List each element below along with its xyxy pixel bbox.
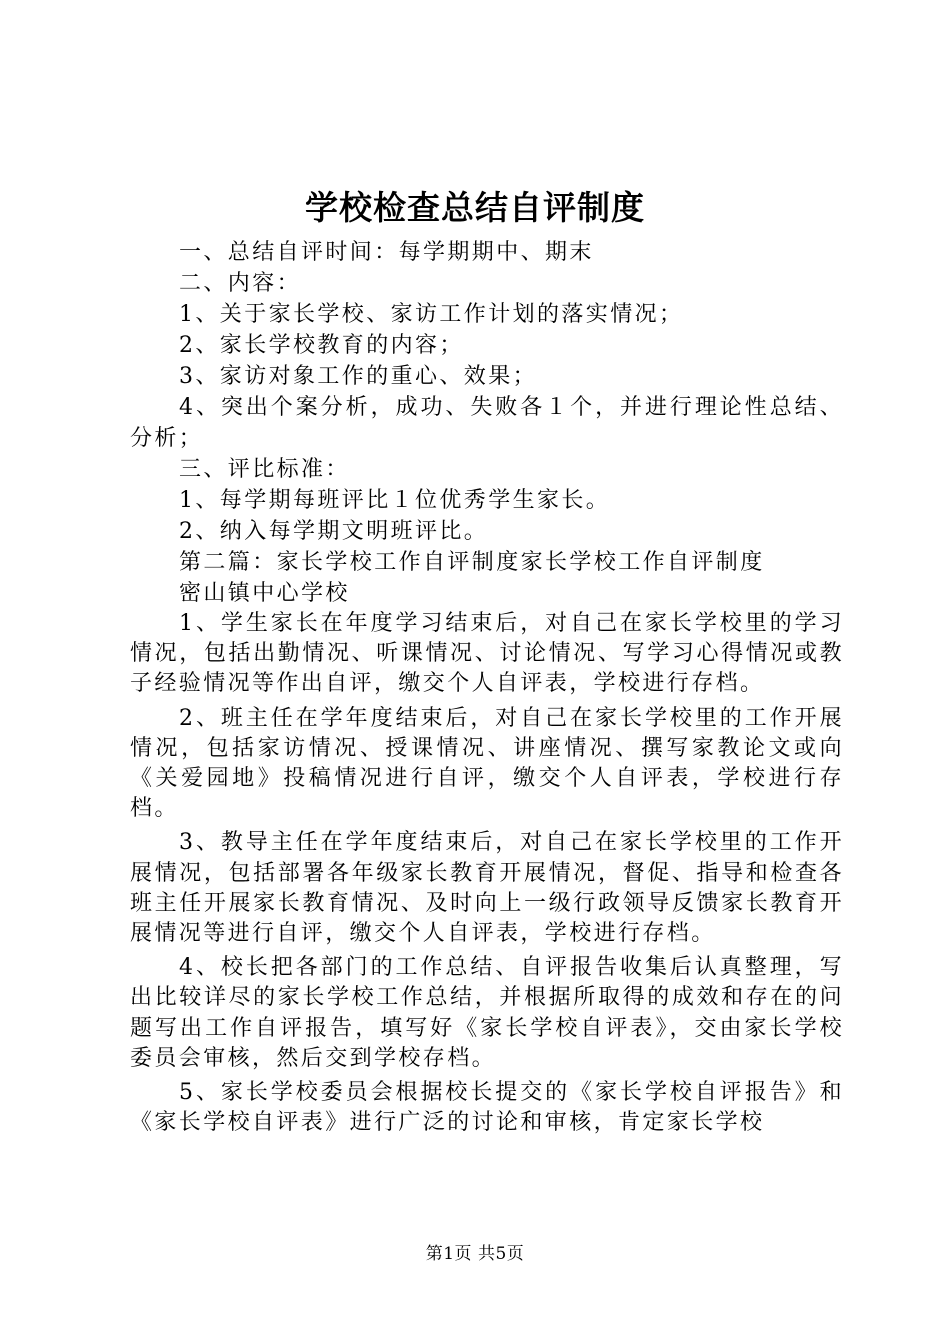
paragraph-rule-2: 2、班主任在学年度结束后，对自己在家长学校里的工作开展情况，包括家访情况、授课情况、讲座情况、撰写家教论文或向《关爱园地》投稿情况进行自评，缴交个人自评表，学校进行存档。	[130, 705, 844, 822]
document-title: 学校检查总结自评制度	[305, 188, 645, 227]
paragraph-criteria-heading: 三、评比标准：	[179, 457, 350, 482]
paragraph-content-heading: 二、内容：	[179, 271, 302, 296]
paragraph-criteria-item-1: 1、每学期每班评比１位优秀学生家长。	[179, 488, 611, 513]
paragraph-rule-5: 5、家长学校委员会根据校长提交的《家长学校自评报告》和《家长学校自评表》进行广泛的讨论和审核，肯定家长学校	[130, 1080, 844, 1136]
paragraph-content-item-2: 2、家长学校教育的内容；	[179, 333, 464, 358]
page-number-footer: 第1页 共5页	[425, 1244, 525, 1264]
paragraph-criteria-item-2: 2、纳入每学期文明班评比。	[179, 519, 489, 544]
paragraph-rule-3: 3、教导主任在学年度结束后，对自己在家长学校里的工作开展情况，包括部署各年级家长教育开展情况，督促、指导和检查各班主任开展家长教育情况、及时向上一级行政领导反馈家长教育开展情况等进行自评，缴交个人自评表，学校进行存档。	[130, 830, 844, 947]
paragraph-evaluation-time: 一、总结自评时间：每学期期中、期末	[179, 240, 594, 265]
paragraph-part-two-heading: 第二篇：家长学校工作自评制度家长学校工作自评制度	[179, 550, 765, 575]
document-body	[130, 237, 844, 1142]
paragraph-content-item-4: 4、突出个案分析，成功、失败各１个，并进行理论性总结、分析；	[130, 395, 844, 451]
paragraph-school-name: 密山镇中心学校	[179, 581, 350, 606]
paragraph-content-item-3: 3、家访对象工作的重心、效果；	[179, 364, 537, 389]
paragraph-rule-1: 1、学生家长在年度学习结束后，对自己在家长学校里的学习情况，包括出勤情况、听课情况、讨论情况、写学习心得情况或教子经验情况等作出自评，缴交个人自评表，学校进行存档。	[130, 611, 844, 697]
paragraph-rule-4: 4、校长把各部门的工作总结、自评报告收集后认真整理，写出比较详尽的家长学校工作总结，并根据所取得的成效和存在的问题写出工作自评报告，填写好《家长学校自评表》，交由家长学校委员会审核，然后交到学校存档。	[130, 955, 844, 1071]
paragraph-content-item-1: 1、关于家长学校、家访工作计划的落实情况；	[179, 302, 684, 327]
